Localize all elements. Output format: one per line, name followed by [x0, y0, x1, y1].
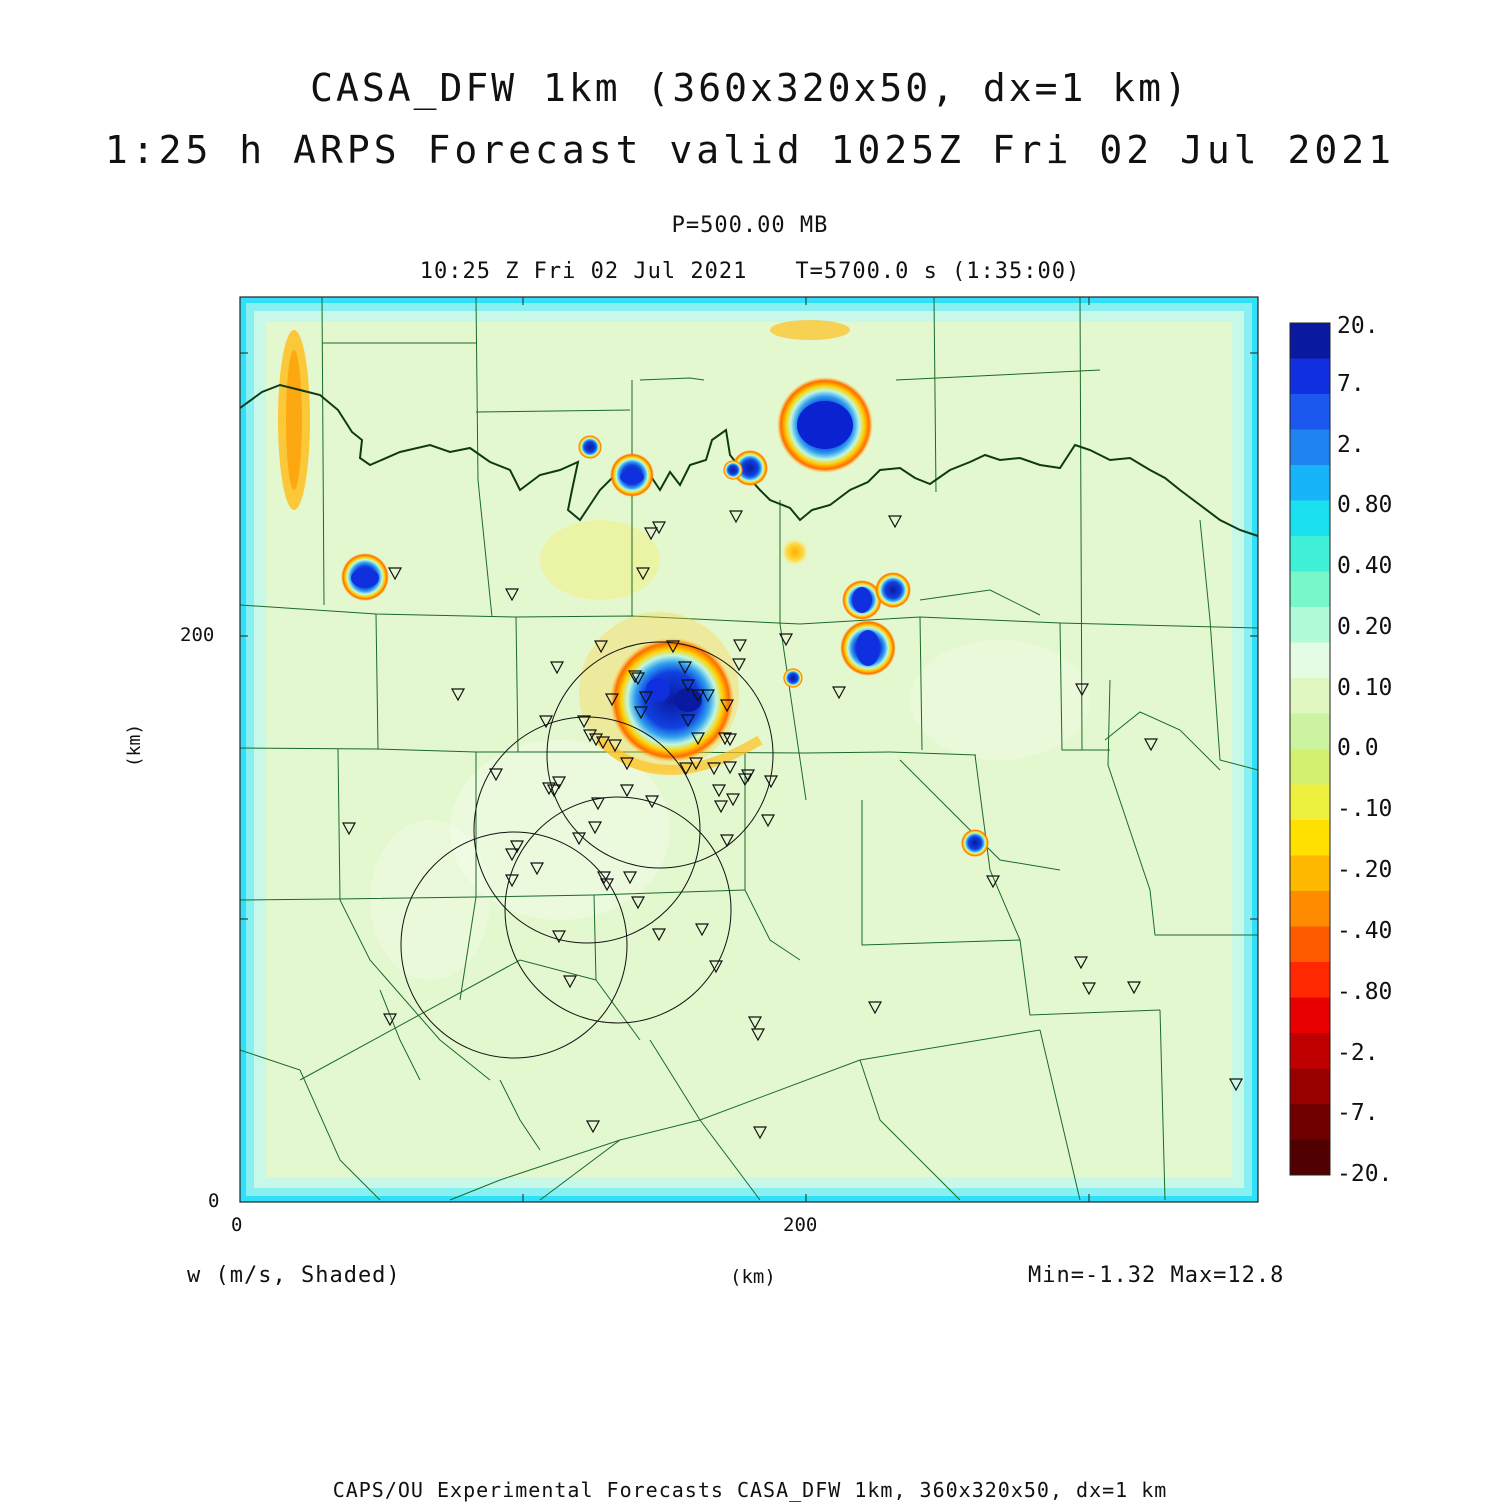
colorbar-swatch — [1290, 572, 1330, 608]
y-axis-label: (km) — [124, 723, 146, 768]
colorbar-label: 2. — [1337, 432, 1365, 458]
colorbar-label: -.80 — [1337, 979, 1393, 1005]
valid-time-right: T=5700.0 s (1:35:00) — [795, 259, 1081, 284]
colorbar-label: 0.40 — [1337, 553, 1393, 579]
map-title: CASA_DFW 1km (360x320x50, dx=1 km) — [310, 66, 1190, 110]
colorbar-label: 20. — [1337, 313, 1379, 339]
colorbar-swatch — [1290, 962, 1330, 998]
forecast-subtitle: 1:25 h ARPS Forecast valid 1025Z Fri 02 Jul 2021 — [104, 128, 1396, 172]
colorbar-swatch — [1290, 891, 1330, 927]
colorbar-label: -.20 — [1337, 857, 1393, 883]
colorbar-label: -20. — [1337, 1161, 1393, 1187]
colorbar-swatch — [1290, 1069, 1330, 1105]
colorbar-swatch — [1290, 536, 1330, 572]
colorbar-swatch — [1290, 714, 1330, 750]
colorbar-swatch — [1290, 430, 1330, 466]
colorbar-swatch — [1290, 1104, 1330, 1140]
colorbar-swatch — [1290, 394, 1330, 430]
colorbar-label: -2. — [1337, 1040, 1379, 1066]
x-tick-0: 0 — [231, 1214, 243, 1236]
colorbar-label: -.40 — [1337, 918, 1393, 944]
x-tick-200: 200 — [783, 1214, 818, 1236]
colorbar-label: -7. — [1337, 1100, 1379, 1126]
y-tick-200: 200 — [180, 624, 215, 646]
colorbar-label: 0.0 — [1337, 735, 1379, 761]
colorbar-label: 0.20 — [1337, 614, 1393, 640]
colorbar-label: 7. — [1337, 371, 1365, 397]
colorbar-swatch — [1290, 749, 1330, 785]
colorbar-label: 0.10 — [1337, 675, 1393, 701]
colorbar-swatch — [1290, 785, 1330, 821]
colorbar-swatch — [1290, 678, 1330, 714]
colorbar-swatch — [1290, 323, 1330, 359]
colorbar-swatch — [1290, 998, 1330, 1034]
colorbar-swatch — [1290, 465, 1330, 501]
colorbar-swatch — [1290, 607, 1330, 643]
colorbar-swatch — [1290, 1140, 1330, 1176]
colorbar-label: 0.80 — [1337, 492, 1393, 518]
x-axis-label: (km) — [730, 1266, 776, 1288]
colorbar-swatch — [1290, 1033, 1330, 1069]
colorbar-swatch — [1290, 927, 1330, 963]
min-max-stats: Min=-1.32 Max=12.8 — [1028, 1263, 1285, 1288]
pressure-level-label: P=500.00 MB — [671, 213, 829, 238]
y-tick-0: 0 — [208, 1190, 220, 1212]
colorbar-swatch — [1290, 820, 1330, 856]
colorbar-swatch — [1290, 643, 1330, 679]
field-label: w (m/s, Shaded) — [187, 1263, 401, 1288]
colorbar — [1290, 323, 1330, 1176]
colorbar-swatch — [1290, 856, 1330, 892]
credit-line: CAPS/OU Experimental Forecasts CASA_DFW 1km, 360x320x50, dx=1 km — [332, 1478, 1168, 1502]
colorbar-swatch — [1290, 501, 1330, 537]
colorbar-swatch — [1290, 359, 1330, 395]
valid-time-left: 10:25 Z Fri 02 Jul 2021 — [419, 259, 748, 284]
colorbar-label: -.10 — [1337, 796, 1393, 822]
